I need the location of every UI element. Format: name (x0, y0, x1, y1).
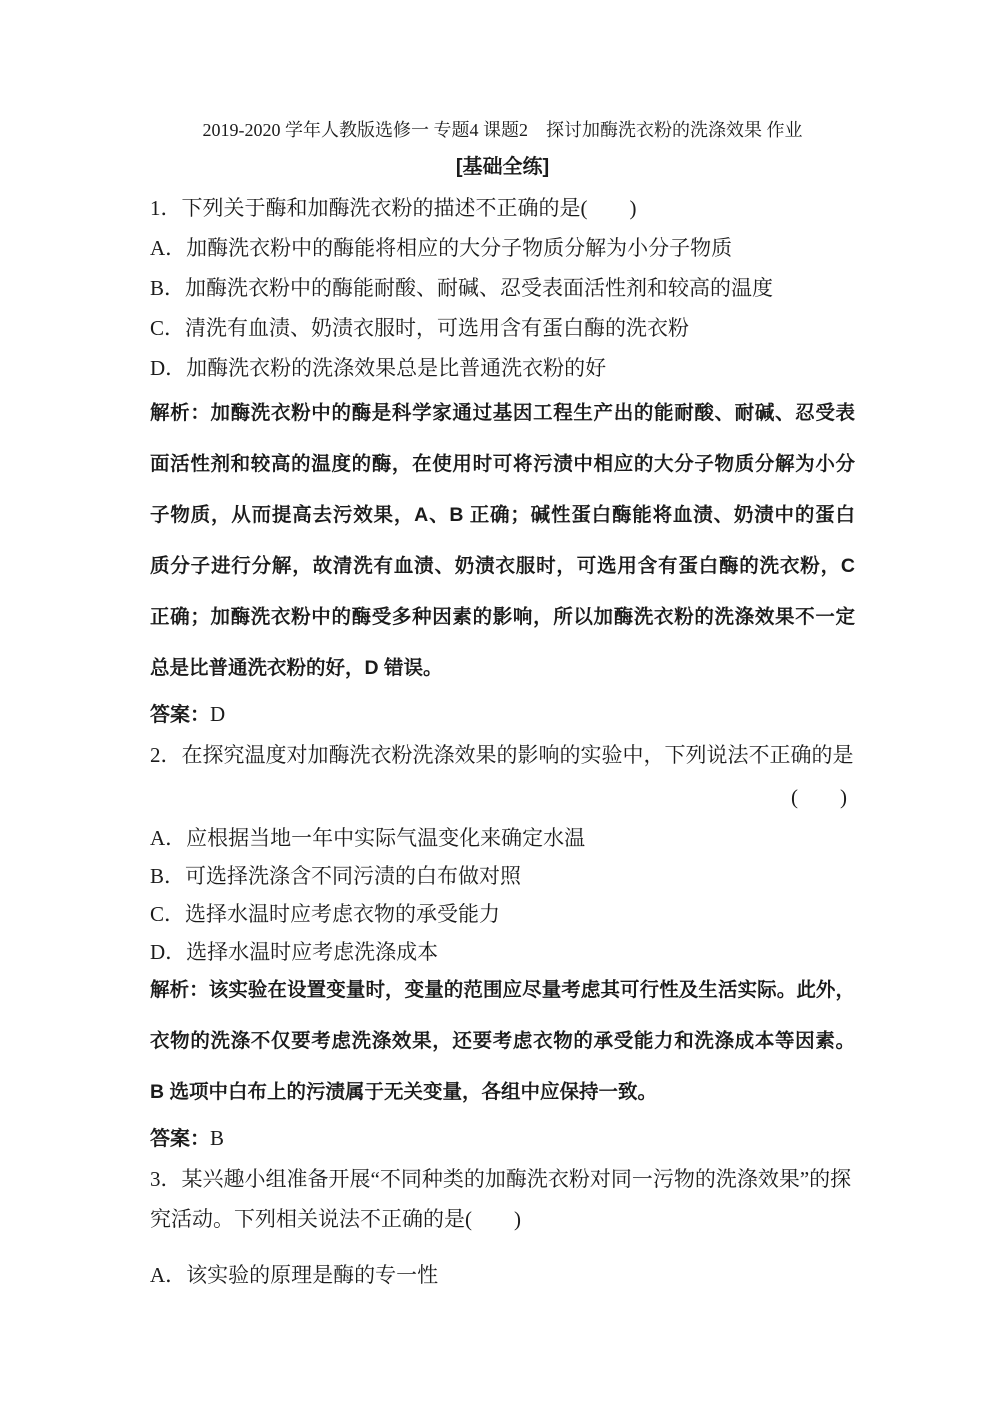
question-2-option-c: C．选择水温时应考虑衣物的承受能力 (150, 902, 501, 926)
question-1-option-c: C．清洗有血渍、奶渍衣服时，可选用含有蛋白酶的洗衣粉 (150, 316, 690, 340)
question-1-stem: 1．下列关于酶和加酶洗衣粉的描述不正确的是( ) (150, 196, 637, 220)
question-2-stem: 2．在探究温度对加酶洗衣粉洗涤效果的影响的实验中，下列说法不正确的是 (150, 743, 854, 767)
question-3-option-a: A．该实验的原理是酶的专一性 (150, 1263, 439, 1287)
question-2-option-d: D．选择水温时应考虑洗涤成本 (150, 940, 439, 964)
question-1-option-a: A．加酶洗衣粉中的酶能将相应的大分子物质分解为小分子物质 (150, 236, 733, 260)
question-3-stem-line-2: 究活动。下列相关说法不正确的是( ) (150, 1207, 521, 1231)
answer-value: D (210, 702, 226, 726)
answer-label: 答案： (150, 704, 210, 726)
question-3-stem-line-1: 3．某兴趣小组准备开展“不同种类的加酶洗衣粉对同一污物的洗涤效果”的探 (150, 1167, 852, 1191)
question-1-analysis-line: 正确；加酶洗衣粉中的酶受多种因素的影响，所以加酶洗衣粉的洗涤效果不一定 (150, 606, 855, 628)
document-title: 2019-2020 学年人教版选修一 专题4 课题2 探讨加酶洗衣粉的洗涤效果 作业 (202, 120, 803, 140)
question-1-analysis-line: 质分子进行分解，故清洗有血渍、奶渍衣服时，可选用含有蛋白酶的洗衣粉，C (150, 555, 855, 577)
question-1-analysis-line: 总是比普通洗衣粉的好，D 错误。 (150, 657, 443, 679)
question-2-answer (150, 1118, 855, 1159)
question-1-option-b: B．加酶洗衣粉中的酶能耐酸、耐碱、忍受表面活性剂和较高的温度 (150, 276, 774, 300)
question-1-analysis-line: 解析：加酶洗衣粉中的酶是科学家通过基因工程生产出的能耐酸、耐碱、忍受表 (150, 402, 855, 424)
question-2 (150, 735, 855, 1159)
section-heading: [基础全练] (455, 156, 550, 178)
question-2-analysis-line: 解析：该实验在设置变量时，变量的范围应尽量考虑其可行性及生活实际。此外， (150, 979, 855, 1001)
question-3 (150, 1159, 855, 1295)
question-2-analysis-line: 衣物的洗涤不仅要考虑洗涤效果，还要考虑衣物的承受能力和洗涤成本等因素。 (150, 1030, 855, 1052)
question-2-option-b: B．可选择洗涤含不同污渍的白布做对照 (150, 864, 522, 888)
question-2-answer-bracket: ( ) (791, 785, 847, 809)
question-1-option-d: D．加酶洗衣粉的洗涤效果总是比普通洗衣粉的好 (150, 356, 607, 380)
answer-label: 答案： (150, 1128, 210, 1150)
answer-value: B (210, 1126, 225, 1150)
document-content (150, 118, 855, 1295)
question-1-answer (150, 694, 855, 735)
question-2-option-a: A．应根据当地一年中实际气温变化来确定水温 (150, 826, 586, 850)
question-1-analysis-line: 面活性剂和较高的温度的酶，在使用时可将污渍中相应的大分子物质分解为小分 (150, 453, 855, 475)
question-2-analysis-line: B 选项中白布上的污渍属于无关变量，各组中应保持一致。 (150, 1081, 658, 1103)
question-1-analysis-line: 子物质，从而提高去污效果，A、B 正确；碱性蛋白酶能将血渍、奶渍中的蛋白 (150, 504, 855, 526)
question-1 (150, 188, 855, 735)
